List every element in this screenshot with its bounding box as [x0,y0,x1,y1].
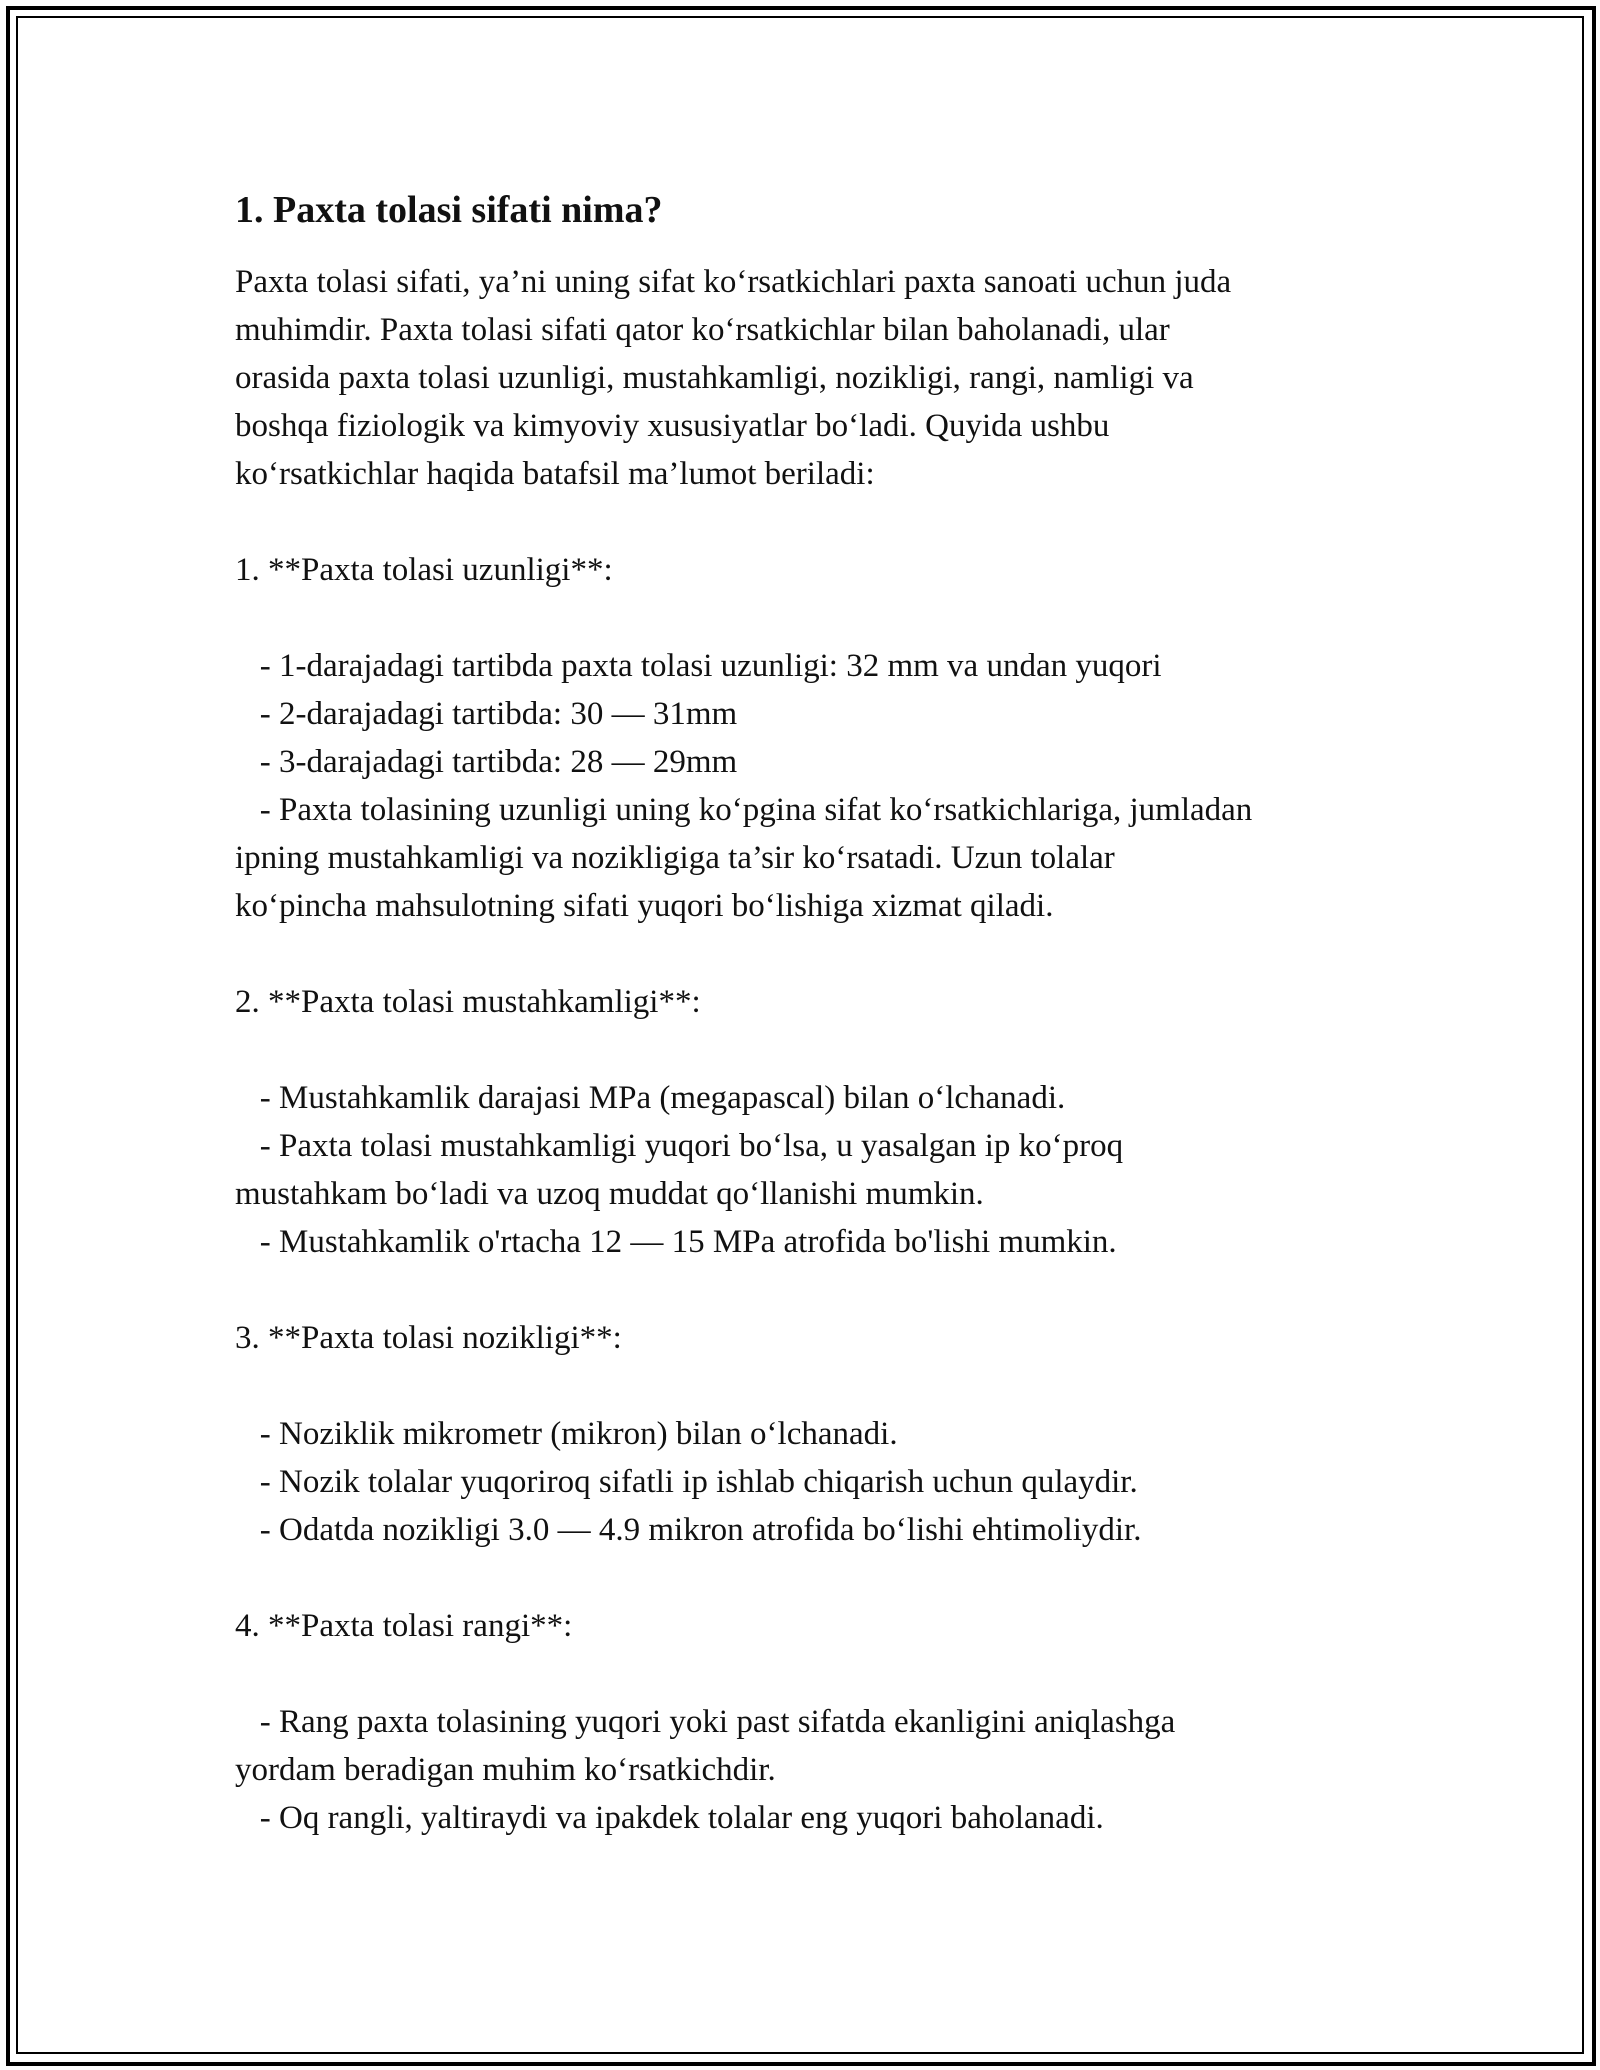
section-3 [235,1314,1435,1554]
list-item: - 2-darajadagi tartibda: 30 — 31mm [235,696,738,732]
document-body [235,186,1435,1842]
list-item: - Mustahkamlik o'rtacha 12 — 15 MPa atrofida bo'lishi mumkin. [235,1224,1117,1260]
section-items [235,642,1435,930]
section-4 [235,1602,1435,1842]
section-heading: 1. **Paxta tolasi uzunligi**: [235,552,613,588]
list-item: - Paxta tolasi mustahkamligi yuqori bo‘lsa, u yasalgan ip ko‘proq mustahkam bo‘ladi va uzoq muddat qo‘llanishi mumkin. [235,1128,1124,1212]
section-heading: 2. **Paxta tolasi mustahkamligi**: [235,984,701,1020]
list-item: - Nozik tolalar yuqoriroq sifatli ip ishlab chiqarish uchun qulaydir. [235,1464,1138,1500]
section-2 [235,978,1435,1266]
list-item: - Paxta tolasining uzunligi uning ko‘pgina sifat ko‘rsatkichlariga, jumladan ipning mustahkamligi va nozikligiga ta’sir ko‘rsatadi. Uzun tolalar ko‘pincha mahsulotning sifati yuqori bo‘lishiga xizmat qiladi. [235,792,1253,924]
intro-paragraph: Paxta tolasi sifati, ya’ni uning sifat ko‘rsatkichlari paxta sanoati uchun juda muhimdir. Paxta tolasi sifati qator ko‘rsatkichlar bilan baholanadi, ular orasida paxta tolasi uzunligi, mustahkamligi, nozikligi, rangi, namligi va boshqa fiziologik va kimyoviy xususiyatlar bo‘ladi. Quyida ushbu ko‘rsatkichlar haqida batafsil ma’lumot beriladi: [235,264,1232,492]
document-title: 1. Paxta tolasi sifati nima? [235,189,663,231]
section-items [235,1074,1435,1266]
list-item: - 1-darajadagi tartibda paxta tolasi uzunligi: 32 mm va undan yuqori [235,648,1162,684]
list-item: - Rang paxta tolasining yuqori yoki past sifatda ekanligini aniqlashga yordam beradigan muhim ko‘rsatkichdir. [235,1704,1176,1788]
section-1 [235,546,1435,930]
list-item: - Noziklik mikrometr (mikron) bilan o‘lchanadi. [235,1416,898,1452]
section-items [235,1410,1435,1554]
section-items [235,1698,1435,1842]
section-heading: 3. **Paxta tolasi nozikligi**: [235,1320,622,1356]
list-item: - 3-darajadagi tartibda: 28 — 29mm [235,744,738,780]
section-heading: 4. **Paxta tolasi rangi**: [235,1608,573,1644]
list-item: - Odatda nozikligi 3.0 — 4.9 mikron atrofida bo‘lishi ehtimoliydir. [235,1512,1142,1548]
list-item: - Mustahkamlik darajasi MPa (megapascal) bilan o‘lchanadi. [235,1080,1066,1116]
list-item: - Oq rangli, yaltiraydi va ipakdek tolalar eng yuqori baholanadi. [235,1800,1104,1836]
